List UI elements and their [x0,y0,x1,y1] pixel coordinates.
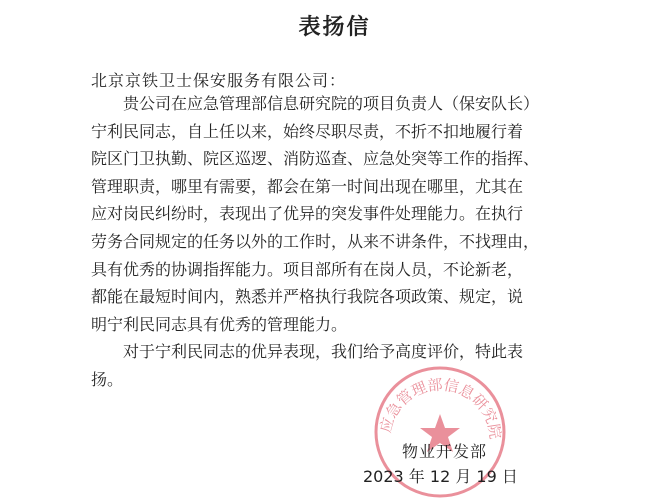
paragraph-line: 应对岗民纠纷时，表现出了优异的突发事件处理能力。在执行 [91,204,524,224]
letter-title: 表扬信 [298,15,371,40]
paragraph-line: 管理职责，哪里有需要，都会在第一时间出现在哪里，尤其在 [91,176,524,196]
paragraph-line: 贵公司在应急管理部信息研究院的项目负责人（保安队长） [123,94,540,113]
paragraph-line: 具有优秀的协调指挥能力。项目部所有在岗人员，不论新老， [91,259,524,279]
body-paragraph-1 [91,90,591,338]
signature-date: 2023 年 12 月 19 日 [363,467,518,486]
paragraph-line: 劳务合同规定的任务以外的工作时，从来不讲条件，不找理由， [91,231,540,251]
paragraph-line: 明宁利民同志具有优秀的管理能力。 [91,314,348,334]
paragraph-line: 都能在最短时间内，熟悉并严格执行我院各项政策、规定，说 [91,287,524,307]
paragraph-line: 宁利民同志，自上任以来，始终尽职尽责，不折不扣地履行着 [91,121,524,141]
paragraph-line: 院区门卫执勤、院区巡逻、消防巡查、应急处突等工作的指挥、 [91,149,540,169]
signature-department: 物业开发部 [402,442,488,461]
paragraph-line: 对于宁利民同志的优异表现，我们给予高度评价，特此表 [123,342,524,361]
paragraph-line: 扬。 [91,369,124,389]
salutation: 北京京铁卫士保安服务有限公司： [91,71,347,90]
seal-lettering: 应急管理部信息研究院 [376,375,505,441]
body-paragraph-2 [91,338,591,393]
